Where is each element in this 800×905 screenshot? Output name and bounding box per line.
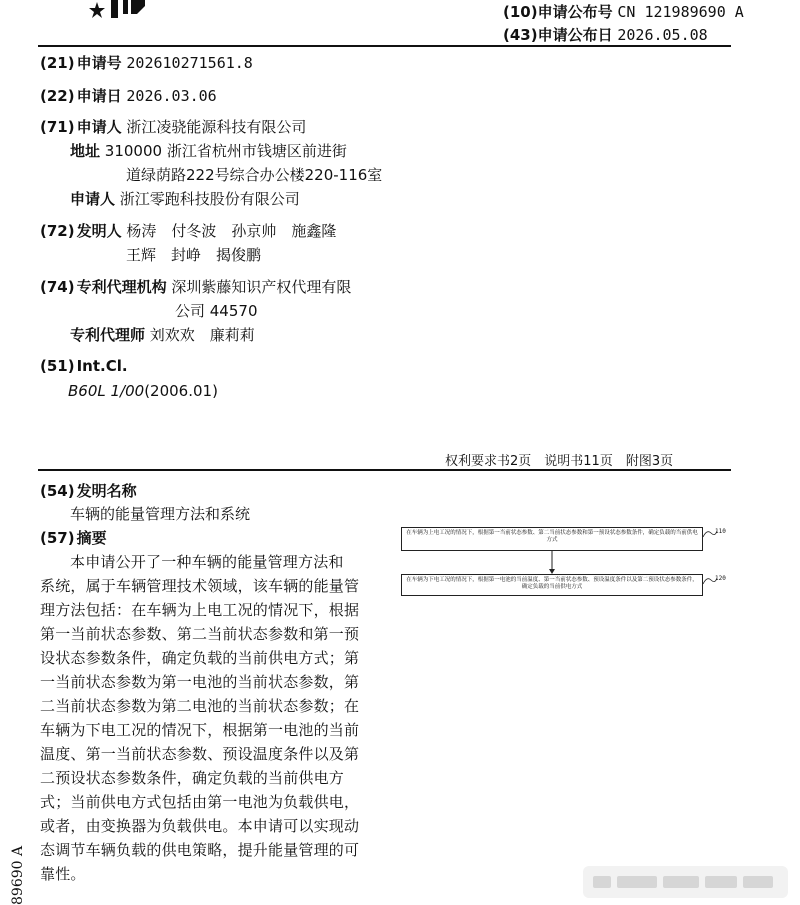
patent-agency-line2: 公司 44570 [175, 302, 258, 320]
patent-agent-value: 刘欢欢 廉莉莉 [149, 326, 255, 344]
abstract-line: 靠性。 [40, 865, 86, 883]
patent-agent-label: 专利代理师 [70, 326, 146, 344]
invention-title-code: (54) [40, 482, 75, 500]
abstract-line: 第一当前状态参数、第二当前状态参数和第一预 [40, 625, 360, 643]
office-logo [85, 0, 155, 20]
abstract-line: 态调节车辆负载的供电策略，提升能量管理的可 [40, 841, 360, 859]
abstract-code: (57) [40, 529, 75, 547]
applicant [40, 116, 306, 137]
int-cl [40, 357, 128, 375]
inventors-code: (72) [40, 222, 75, 240]
applicant-label: 申请人 [76, 118, 122, 136]
abstract-line: 理方法包括：在车辆为上电工况的情况下，根据 [40, 601, 360, 619]
patent-agency [40, 276, 351, 297]
int-cl-class [68, 382, 218, 400]
flow-step-1: 在车辆为上电工况的情况下，根据第一当前状态参数、第二当前状态参数和第一预设状态参数条件，确定负载的当前供电方式 [401, 527, 703, 551]
int-cl-code: (51) [40, 357, 75, 375]
toolbar-icon[interactable] [663, 876, 699, 888]
abstract-label: 摘要 [76, 529, 107, 547]
header-rule [38, 45, 731, 47]
abstract-line: 系统，属于车辆管理技术领域，该车辆的能量管 [40, 577, 360, 595]
abstract-line: 式；当前供电方式包括由第一电池为负载供电， [40, 793, 360, 811]
application-date-code: (22) [40, 87, 75, 105]
applicant-2-value: 浙江零跑科技股份有限公司 [119, 190, 300, 208]
abstract-line: 一当前状态参数为第一电池的当前状态参数，第 [40, 673, 360, 691]
inventors-line2: 王辉 封峥 揭俊鹏 [126, 246, 262, 264]
invention-title-heading [40, 480, 137, 501]
patent-agent [70, 324, 255, 345]
publication-date-label: (43)申请公布日 [503, 26, 613, 44]
inventors-label: 发明人 [76, 222, 122, 240]
int-cl-year: (2006.01) [144, 382, 218, 400]
abstract-line: 车辆为下电工况的情况下，根据第一电池的当前 [40, 721, 360, 739]
inventors-line1: 杨涛 付冬波 孙京帅 施鑫隆 [126, 222, 337, 240]
publication-date [503, 24, 708, 45]
publication-number-value: CN 121989690 A [617, 3, 744, 21]
section-rule [38, 469, 731, 471]
address-label: 地址 [70, 142, 101, 160]
application-number-label: 申请号 [76, 54, 122, 72]
applicant-value: 浙江凌骁能源科技有限公司 [126, 118, 307, 136]
toolbar-icon[interactable] [593, 876, 611, 888]
abstract-line: 本申请公开了一种车辆的能量管理方法和 [70, 553, 344, 571]
patent-agency-label: 专利代理机构 [76, 278, 167, 296]
publication-date-value: 2026.05.08 [617, 26, 708, 44]
page-counts: 权利要求书2页 说明书11页 附图3页 [445, 454, 674, 469]
address-line2: 道绿荫路222号综合办公楼220-116室 [126, 166, 383, 184]
application-date-label: 申请日 [76, 87, 122, 105]
int-cl-label: Int.Cl. [76, 357, 128, 375]
applicant-2-label: 申请人 [70, 190, 116, 208]
application-date-value: 2026.03.06 [126, 87, 217, 105]
address-line1: 310000 浙江省杭州市钱塘区前进街 [104, 142, 347, 160]
applicant-2 [70, 188, 300, 209]
application-number-code: (21) [40, 54, 75, 72]
flow-step-2: 在车辆为下电工况的情况下，根据第一电池的当前温度、第一当前状态参数、预设温度条件以及第二预设状态参数条件，确定负载的当前供电方式 [401, 574, 703, 596]
toolbar-icon[interactable] [705, 876, 737, 888]
image-toolbar[interactable] [583, 866, 788, 898]
patent-agency-line1: 深圳紫藤知识产权代理有限 [171, 278, 352, 296]
abstract-line: 设状态参数条件，确定负载的当前供电方式；第 [40, 649, 360, 667]
invention-title: 车辆的能量管理方法和系统 [70, 505, 251, 523]
application-number [40, 52, 253, 73]
flow-step-2-label: 120 [715, 575, 726, 582]
address [70, 140, 347, 161]
abstract-line: 二当前状态参数为第二电池的当前状态参数；在 [40, 697, 360, 715]
patent-agency-code: (74) [40, 278, 75, 296]
publication-number [503, 1, 744, 22]
abstract-line: 二预设状态参数条件，确定负载的当前供电方 [40, 769, 345, 787]
abstract-heading [40, 527, 107, 548]
inventors [40, 220, 336, 241]
flow-step-1-label: 110 [715, 528, 726, 535]
toolbar-icon[interactable] [617, 876, 657, 888]
flow-arrow [548, 551, 556, 575]
int-cl-class-code: B60L 1/00 [68, 382, 145, 400]
applicant-code: (71) [40, 118, 75, 136]
application-date [40, 85, 217, 106]
abstract-line: 温度、第一当前状态参数、预设温度条件以及第 [40, 745, 360, 763]
abstract-line: 或者，由变换器为负载供电。本申请可以实现动 [40, 817, 360, 835]
publication-number-label: (10)申请公布号 [503, 3, 613, 21]
application-number-value: 202610271561.8 [126, 54, 253, 72]
toolbar-icon[interactable] [743, 876, 773, 888]
invention-title-label: 发明名称 [76, 482, 137, 500]
side-publication-number: 89690 A [10, 845, 26, 905]
